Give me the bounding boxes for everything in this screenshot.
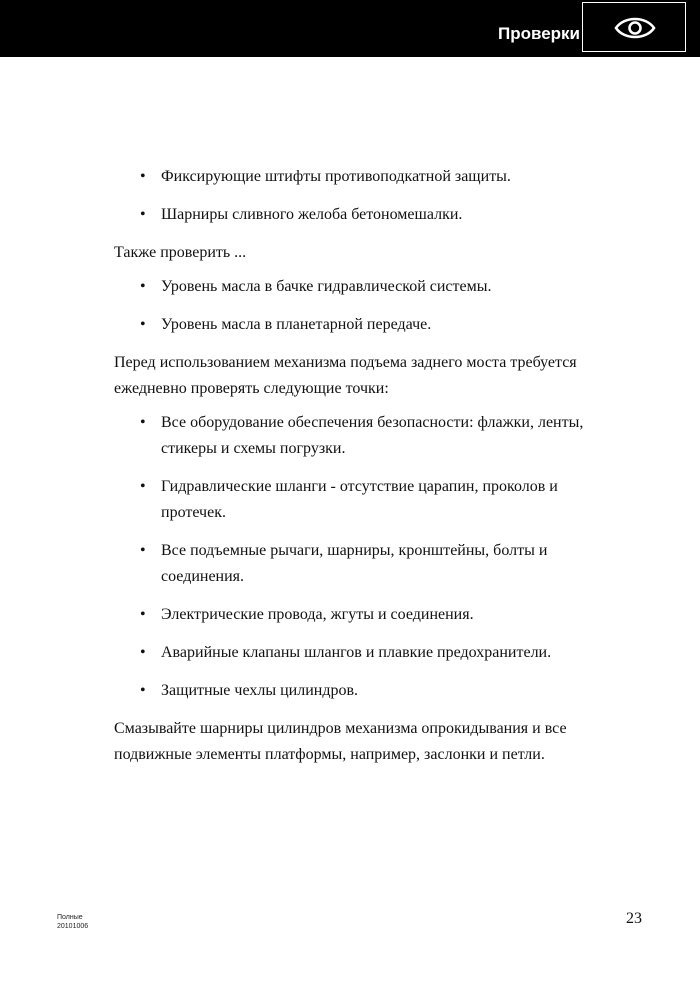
list-item [114, 640, 594, 666]
list-item-text: Электрические провода, жгуты и соединения. [161, 606, 474, 623]
list-item-text: Гидравлические шланги - отсутствие царапин, проколов и протечек. [161, 478, 558, 521]
footer-meta [57, 913, 88, 931]
bullet: • [140, 414, 146, 431]
list-item-text: Защитные чехлы цилиндров. [161, 682, 359, 699]
list-item-text: Уровень масла в планетарной передаче. [161, 316, 432, 333]
bullet: • [140, 168, 146, 185]
list-item [114, 474, 594, 526]
bullet: • [140, 644, 146, 661]
page-header [0, 0, 700, 57]
list-item-text: Все оборудование обеспечения безопасности: флажки, ленты, стикеры и схемы погрузки. [161, 414, 584, 457]
list-item [114, 274, 594, 300]
bullet: • [140, 606, 146, 623]
list-item [114, 538, 594, 590]
footer-code: 20101006 [57, 923, 89, 930]
section-title: Проверки [497, 24, 580, 43]
bullet: • [140, 542, 146, 559]
bullet-list-1 [114, 164, 594, 228]
eye-icon [613, 13, 657, 43]
footer-label: Полные [57, 914, 83, 921]
list-item [114, 410, 594, 462]
list-item [114, 602, 594, 628]
list-item [114, 678, 594, 704]
list-item-text: Фиксирующие штифты противоподкатной защиты. [161, 168, 511, 185]
bullet: • [140, 682, 146, 699]
paragraph-also-check: Также проверить ... [114, 244, 247, 261]
eye-icon-box [582, 2, 686, 52]
bullet: • [140, 316, 146, 333]
main-content [114, 164, 594, 776]
list-item-text: Уровень масла в бачке гидравлической системы. [161, 278, 492, 295]
list-item-text: Все подъемные рычаги, шарниры, кронштейны, болты и соединения. [161, 542, 548, 585]
bullet: • [140, 478, 146, 495]
bullet-list-3 [114, 410, 594, 704]
paragraph-daily-checks: Перед использованием механизма подъема заднего моста требуется ежедневно проверять следующие точки: [114, 354, 577, 397]
bullet: • [140, 278, 146, 295]
list-item-text: Аварийные клапаны шлангов и плавкие предохранители. [161, 644, 552, 661]
list-item-text: Шарниры сливного желоба бетономешалки. [161, 206, 463, 223]
paragraph-lubricate: Смазывайте шарниры цилиндров механизма опрокидывания и все подвижные элементы платформы, например, заслонки и петли. [114, 720, 567, 763]
list-item [114, 312, 594, 338]
page-number: 23 [626, 910, 642, 927]
list-item [114, 164, 594, 190]
bullet: • [140, 206, 146, 223]
bullet-list-2 [114, 274, 594, 338]
list-item [114, 202, 594, 228]
